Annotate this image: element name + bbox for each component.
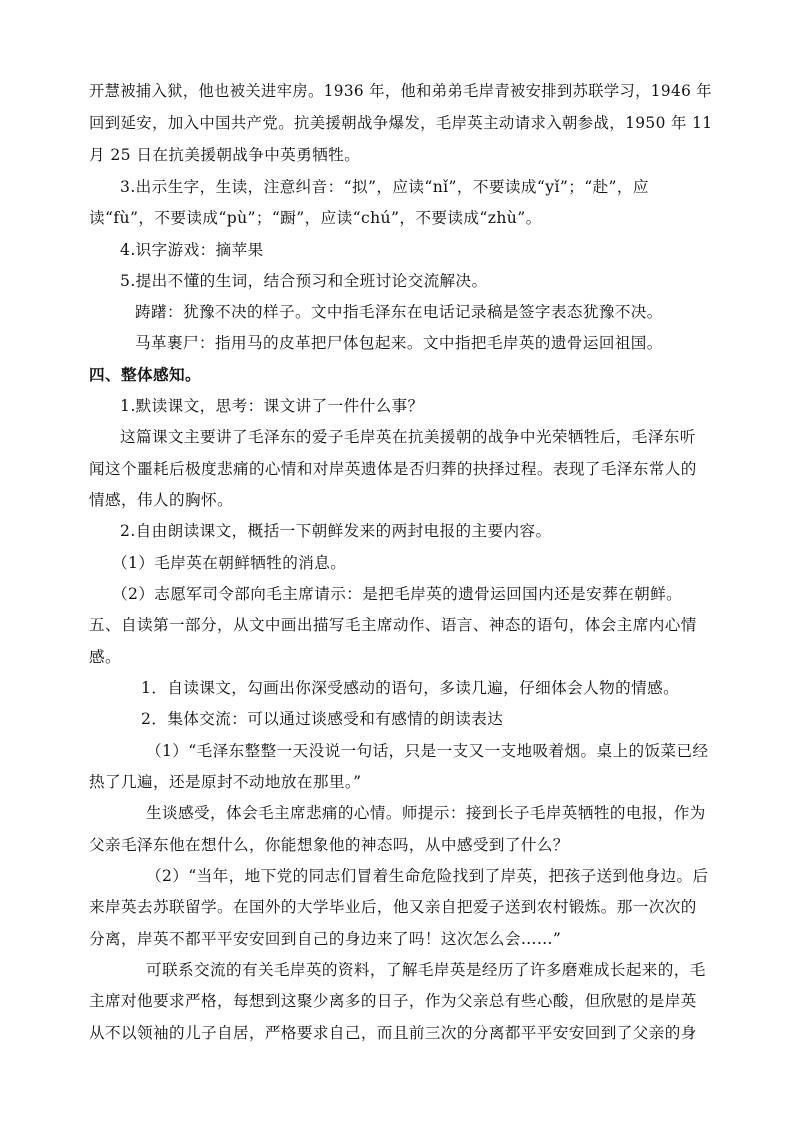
body-text-line: （1）毛岸英在朝鲜牺牲的消息。 <box>112 554 347 572</box>
body-text-line: 5.提出不懂的生词，结合预习和全班讨论交流解决。 <box>120 272 488 290</box>
body-text-line: （2）志愿军司令部向毛主席请示：是把毛岸英的遗骨运回国内还是安葬在朝鲜。 <box>112 585 683 603</box>
body-text-line: 回到延安，加入中国共产党。抗美援朝战争爆发，毛岸英主动请求入朝参战，1950 年 11 <box>89 114 713 132</box>
body-text-line: 3.出示生字，生读，注意纠音：“拟”，应读“nǐ”，不要读成“yǐ”；“赴”，应 <box>120 178 649 196</box>
body-text-line: 月 25 日在抗美援朝战争中英勇牺牲。 <box>89 146 361 164</box>
body-text-line: 1．自读课文，勾画出你深受感动的语句，多读几遍，仔细体会人物的情感。 <box>141 679 680 697</box>
body-text-line: 2.自由朗读课文，概括一下朝鲜发来的两封电报的主要内容。 <box>120 522 552 540</box>
quote-line: 分离，岸英不都平平安安回到自己的身边来了吗！这次怎么会……” <box>89 930 562 948</box>
body-text-line: 读“fù”，不要读成“pù”；“蹰”，应读“chú”，不要读成“zhù”。 <box>89 209 542 227</box>
body-text-line: 闻这个噩耗后极度悲痛的心情和对岸英遗体是否归葬的抉择过程。表现了毛泽东常人的 <box>89 460 697 478</box>
quote-line: （2）“当年，地下党的同志们冒着生命危险找到了岸英，把孩子送到他身边。后 <box>146 867 709 885</box>
body-text-line: 这篇课文主要讲了毛泽东的爱子毛岸英在抗美援朝的战争中光荣牺牲后，毛泽东听 <box>120 428 696 446</box>
body-text-line: 1.默读课文，思考：课文讲了一件什么事？ <box>120 397 424 415</box>
vocabulary-definition: 踌躇：犹豫不决的样子。文中指毛泽东在电话记录稿是签字表态犹豫不决。 <box>135 303 663 321</box>
body-text-line: 主席对他要求严格，每想到这聚少离多的日子，作为父亲总有些心酸，但欣慰的是岸英 <box>89 992 697 1010</box>
body-text-line: 开慧被捕入狱，他也被关进牢房。1936 年，他和弟弟毛岸青被安排到苏联学习，1946 年 <box>89 82 713 100</box>
body-text-line: 情感，伟人的胸怀。 <box>89 491 233 509</box>
quote-line: 热了几遍，还是原封不动地放在那里。” <box>89 773 362 791</box>
section-heading: 四、整体感知。 <box>89 365 201 384</box>
quote-line: 来岸英去苏联留学。在国外的大学毕业后，他又亲自把爱子送到农村锻炼。那一次次的 <box>89 898 697 916</box>
body-text-line: 感。 <box>89 648 121 666</box>
vocabulary-definition: 马革裹尸：指用马的皮革把尸体包起来。文中指把毛岸英的遗骨运回祖国。 <box>135 334 663 352</box>
body-text-line: 父亲毛泽东他在想什么，你能想象他的神态吗，从中感受到了什么？ <box>89 836 569 854</box>
body-text-line: 2．集体交流：可以通过谈感受和有感情的朗读表达 <box>141 710 504 728</box>
body-text-line: 从不以领袖的儿子自居，严格要求自己，而且前三次的分离都平平安安回到了父亲的身 <box>89 1024 697 1042</box>
body-text-line: 生谈感受，体会毛主席悲痛的心情。师提示：接到长子毛岸英牺牲的电报，作为 <box>146 804 706 822</box>
section-heading: 五、自读第一部分，从文中画出描写毛主席动作、语言、神态的语句，体会主席内心情 <box>89 616 697 634</box>
quote-line: （1）“毛泽东整整一天没说一句话，只是一支又一支地吸着烟。桌上的饭菜已经 <box>146 742 709 760</box>
body-text-line: 4.识字游戏：摘苹果 <box>120 241 264 259</box>
body-text-line: 可联系交流的有关毛岸英的资料，了解毛岸英是经历了许多磨难成长起来的，毛 <box>146 961 706 979</box>
